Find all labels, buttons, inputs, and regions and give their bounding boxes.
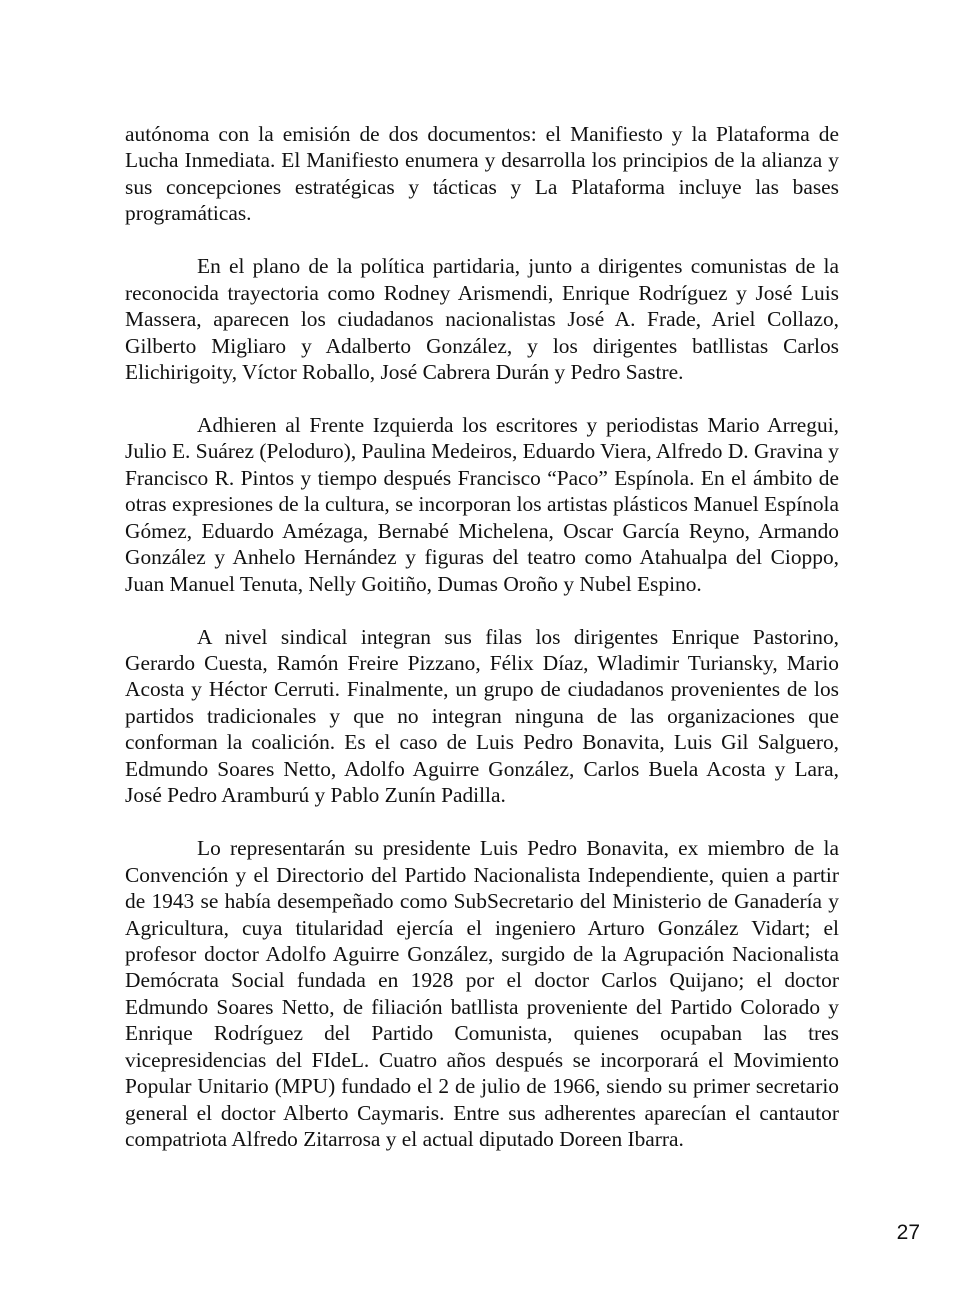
body-text <box>125 121 839 1153</box>
paragraph-continuation: autónoma con la emisión de dos documentos: el Manifiesto y la Plataforma de Lucha Inmediata. El Manifiesto enumera y desarrolla los principios de la alianza y sus concepciones estratégicas y tácticas y La Plataforma incluye las bases programáticas. <box>125 122 839 226</box>
paragraph-culture: Adhieren al Frente Izquierda los escritores y periodistas Mario Arregui, Julio E. Suárez (Peloduro), Paulina Medeiros, Eduardo Viera, Alfredo D. Gravina y Francisco R. Pintos y tiempo después Francisco “Paco” Espínola. En el ámbito de otras expresiones de la cultura, se incorporan los artistas plásticos Manuel Espínola Gómez, Eduardo Amézaga, Bernabé Michelena, Oscar García Reyno, Armando González y Anhelo Hernández y figuras del teatro como Atahualpa del Cioppo, Juan Manuel Tenuta, Nelly Goitiño, Dumas Oroño y Nubel Espino. <box>125 412 839 596</box>
paragraph-party-politics: En el plano de la política partidaria, junto a dirigentes comunistas de la reconocida trayectoria como Rodney Arismendi, Enrique Rodríguez y José Luis Massera, aparecen los ciudadanos nacionalistas José A. Frade, Ariel Collazo, Gilberto Migliaro y Adalberto González, y los dirigentes batllistas Carlos Elichirigoity, Víctor Roballo, José Cabrera Durán y Pedro Sastre. <box>125 254 839 385</box>
paragraph-unions: A nivel sindical integran sus filas los dirigentes Enrique Pastorino, Gerardo Cuesta, Ramón Freire Pizzano, Félix Díaz, Wladimir Turiansky, Mario Acosta y Héctor Cerruti. Finalmente, un grupo de ciudadanos provenientes de los partidos tradicionales y que no integran ninguna de las organizaciones que conforman la coalición. Es el caso de Luis Pedro Bonavita, Luis Gil Salguero, Edmundo Soares Netto, Adolfo Aguirre González, Carlos Buela Acosta y Lara, José Pedro Aramburú y Pablo Zunín Padilla. <box>125 624 839 808</box>
paragraph-representatives: Lo representarán su presidente Luis Pedro Bonavita, ex miembro de la Convención y el Directorio del Partido Nacionalista Independiente, quien a partir de 1943 se había desempeñado como SubSecretario del Ministerio de Ganadería y Agricultura, cuya titularidad ejercía el ingeniero Arturo González Vidart; el profesor doctor Adolfo Aguirre González, surgido de la Agrupación Nacionalista Demócrata Social fundada en 1928 por el doctor Carlos Quijano; el doctor Edmundo Soares Netto, de filiación batllista proveniente del Partido Colorado y Enrique Rodríguez del Partido Comunista, quienes ocupaban las tres vicepresidencias del FIdeL. Cuatro años después se incorporará el Movimiento Popular Unitario (MPU) fundado el 2 de julio de 1966, siendo su primer secretario general el doctor Alberto Caymaris. Entre sus adherentes aparecían el cantautor compatriota Alfredo Zitarrosa y el actual diputado Doreen Ibarra. <box>125 836 839 1152</box>
page-number: 27 <box>896 1221 920 1244</box>
